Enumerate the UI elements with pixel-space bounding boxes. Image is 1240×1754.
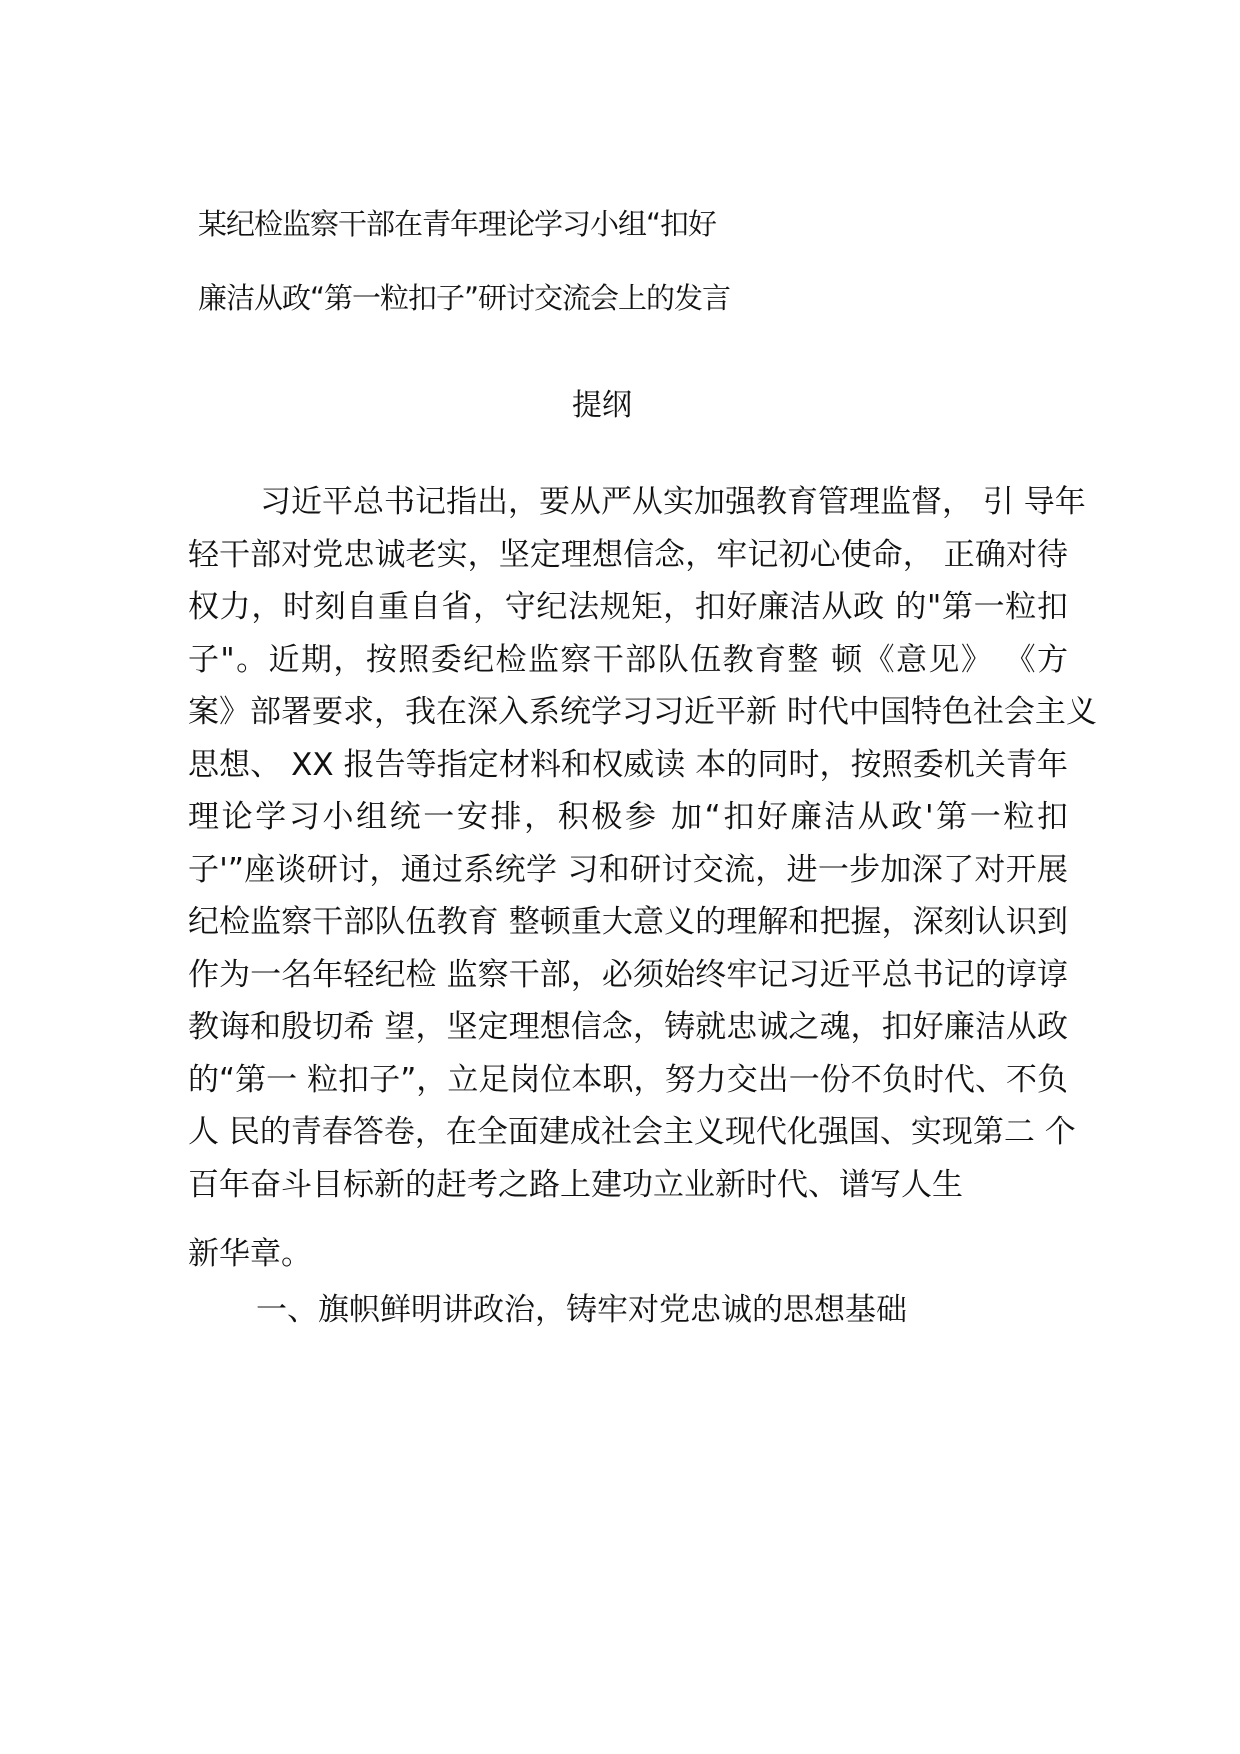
paragraph-line: 子"。近期，按照委纪检监察干部队伍教育整 顿《意见》 《方 [188, 641, 1068, 678]
paragraph-line: 思想、 XX 报告等指定材料和权威读 本的同时，按照委机关青年 [188, 746, 1068, 783]
paragraph-line: 权力，时刻自重自省，守纪法规矩，扣好廉洁从政 的"第一粒扣 [188, 589, 1068, 625]
paragraph-line: 案》部署要求，我在深入系统学习习近平新 时代中国特色社会主义 [188, 694, 1097, 730]
paragraph-line: 轻干部对党忠诚老实，坚定理想信念，牢记初心使命， 正确对待 [188, 536, 1068, 573]
document-title-line-1: 某纪检监察干部在青年理论学习小组“扣好 [198, 207, 717, 241]
paragraph-line: 教诲和殷切希 望，坚定理想信念，铸就忠诚之魂，扣好廉洁从政 [188, 1009, 1068, 1045]
document-subtitle: 提纲 [572, 388, 632, 423]
paragraph-tail-line: 新华章。 [188, 1236, 312, 1272]
paragraph-line: 作为一名年轻纪检 监察干部，必须始终牢记习近平总书记的谆谆 [188, 956, 1068, 993]
section-heading: 一、旗帜鲜明讲政治，铸牢对党忠诚的思想基础 [256, 1292, 907, 1328]
body-paragraph [188, 476, 1097, 1211]
paragraph-line: 的“第一 粒扣子”，立足岗位本职，努力交出一份不负时代、不负 [188, 1061, 1068, 1098]
paragraph-line: 纪检监察干部队伍教育 整顿重大意义的理解和把握，深刻认识到 [188, 904, 1068, 940]
paragraph-line: 百年奋斗目标新的赶考之路上建功立业新时代、谱写人生 [188, 1166, 963, 1203]
document-title-line-2: 廉洁从政“第一粒扣子”研讨交流会上的发言 [198, 281, 731, 315]
paragraph-line: 理论学习小组统一安排，积极参 加“扣好廉洁从政'第一粒扣 [188, 799, 1068, 835]
paragraph-line: 人 民的青春答卷，在全面建成社会主义现代化强国、实现第二 个 [188, 1114, 1076, 1150]
paragraph-line: 习近平总书记指出，要从严从实加强教育管理监督， 引 导年 [260, 484, 1086, 520]
paragraph-line: 子'”座谈研讨，通过系统学 习和研讨交流，进一步加深了对开展 [188, 851, 1068, 888]
